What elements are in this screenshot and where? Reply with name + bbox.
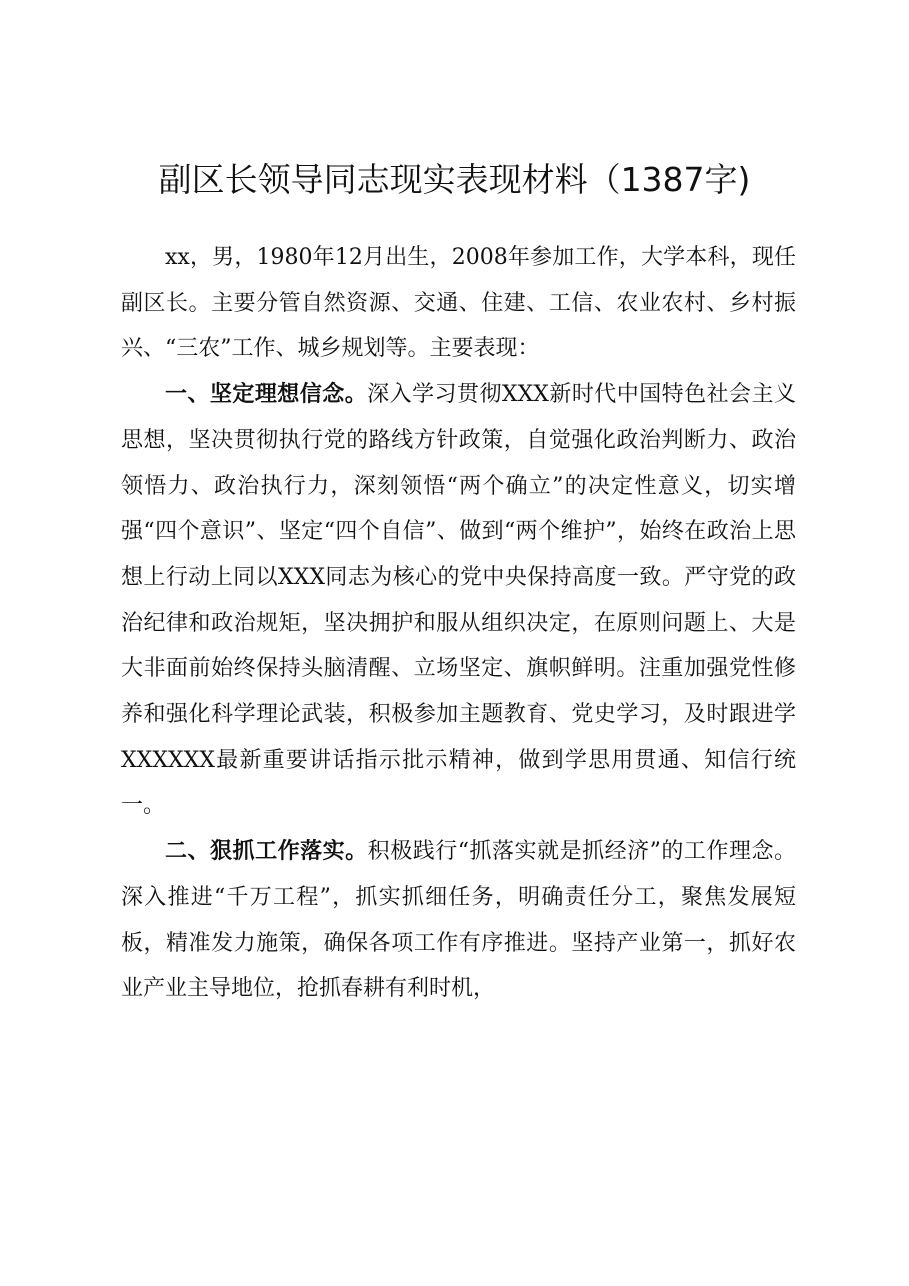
paragraph-ideals-heading: 一、坚定理想信念。 — [165, 382, 368, 408]
paragraph-work — [121, 829, 796, 1012]
paragraph-intro-text: xx，男，1980年12月出生，2008年参加工作，大学本科，现任副区长。主要分管自然资源、交通、住建、工信、农业农村、乡村振兴、“三农”工作、城乡规划等。主要表现： — [121, 245, 796, 362]
paragraph-ideals-text: 深入学习贯彻XXX新时代中国特色社会主义思想，坚决贯彻执行党的路线方针政策，自觉强化政治判断力、政治领悟力、政治执行力，深刻领悟“两个确立”的决定性意义，切实增强“四个意识”、坚定“四个自信”、做到“两个维护”，始终在政治上思想上行动上同以XXX同志为核心的党中央保持高度一致。严守党的政治纪律和政治规矩，坚决拥护和服从组织决定，在原则问题上、大是大非面前始终保持头脑清醒、立场坚定、旗帜鲜明。注重加强党性修养和强化科学理论武装，积极参加主题教育、党史学习，及时跟进学XXXXXX最新重要讲话指示批示精神，做到学思用贯通、知信行统一。 — [121, 382, 796, 819]
paragraph-intro — [121, 235, 796, 372]
paragraph-ideals — [121, 372, 796, 829]
paragraph-work-heading: 二、狠抓工作落实。 — [165, 839, 368, 865]
document-title: 副区长领导同志现实表现材料（1387字) — [158, 160, 751, 199]
paragraph-work-text: 积极践行“抓落实就是抓经济”的工作理念。深入推进“千万工程”，抓实抓细任务，明确责任分工，聚焦发展短板，精准发力施策，确保各项工作有序推进。坚持产业第一，抓好农业产业主导地位，抢抓春耕有利时机， — [121, 839, 796, 1002]
document-body — [121, 235, 796, 1012]
